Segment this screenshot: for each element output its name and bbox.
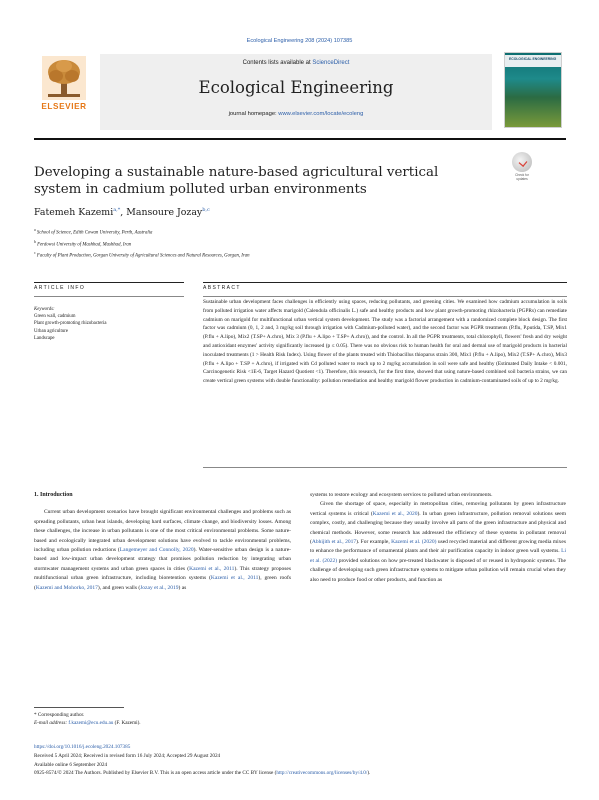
paragraph-text: provided solutions on how pre-treated blackwater is disposed of or reused in hydroponic systems. The challenge of developing such green infrastructure systems to mitigate urban pollution will remain crucial when they also need to produce food or other products, and function as [310, 557, 566, 583]
paragraph [34, 508, 291, 593]
elsevier-logo[interactable] [36, 56, 92, 118]
paragraph-text: used recycled material and different growing media mixes to enhance the performance of ornamental plants and their air purification capacity in indoor green wall systems. [310, 539, 567, 555]
corresponding-author-note: * Corresponding author. [34, 712, 85, 718]
citation-link[interactable]: Jozay et al., 2019 [140, 584, 179, 591]
license-link[interactable]: http://creativecommons.org/licenses/by/4.0/ [276, 770, 368, 777]
paragraph [310, 500, 566, 585]
email-owner: (F. Kazemi). [114, 720, 141, 727]
citation-link[interactable]: Abhijith et al., 2017 [311, 539, 357, 546]
affiliation-text: Ferdowsi University of Mashhad, Mashhad, Iran [37, 242, 132, 248]
cover-title: ECOLOGICAL ENGINEERING [509, 57, 557, 61]
email-link[interactable]: f.kazemi@ecu.edu.au [68, 720, 114, 727]
citation-link[interactable]: Kazemi et al. (2020) [391, 539, 437, 546]
check-for-updates-label: Check for updates [515, 173, 529, 181]
author-name[interactable]: Mansoure Jozay [126, 207, 203, 219]
journal-title: Ecological Engineering [198, 78, 394, 97]
available-online: Available online 6 September 2024 [34, 761, 108, 768]
homepage-prefix: journal homepage: [228, 111, 277, 117]
author-affiliation-marker[interactable]: a,* [113, 207, 121, 213]
keyword: Plant growth-promoting rhizobacteria [34, 321, 107, 327]
journal-citation[interactable]: Ecological Engineering 208 (2024) 107385 [246, 38, 353, 44]
author-list [34, 207, 210, 218]
paragraph: systems to restore ecology and ecosystem services to polluted urban environments. [310, 492, 493, 498]
affiliation-marker: c [34, 251, 36, 256]
paragraph-text: ), green roofs ( [34, 575, 292, 591]
license-end: ). [367, 770, 371, 777]
paragraph-text: ). In urban green infrastructure, pollution removal solutions seem complex, costly, and challenging because they usually involve all parts of the green infrastructure and physical and chemical methods. However, some research has addressed the efficiency of these systems in pollutant removal ( [310, 510, 566, 546]
affiliation-text: School of Science, Edith Cowan University, Perth, Australia [36, 230, 153, 236]
author-separator: , [120, 207, 127, 219]
paragraph-text: Given the shortage of space, especially in metropolitan cities, removing pollutants by green infrastructure vertical systems is critical ( [310, 501, 566, 517]
homepage-line [100, 111, 492, 117]
keywords-panel [34, 306, 184, 342]
footnote-rule [34, 707, 124, 708]
license-line [34, 769, 574, 778]
article-info-rule-bottom [34, 296, 184, 297]
abstract-rule-top [203, 282, 567, 283]
publisher-name: ELSEVIER [41, 102, 87, 111]
received-dates: Received 5 April 2024; Received in revised form 16 July 2024; Accepted 29 August 2024 [34, 752, 221, 759]
body-column-left [34, 491, 291, 593]
article-info-rule-top [34, 282, 184, 283]
contents-line [100, 60, 492, 66]
body-column-right [310, 491, 566, 585]
abstract-text: Sustainable urban development faces challenges in efficiently using spaces, reducing pollutants, and greening cities. We examined how cadmium accumulation in soils from polluted irrigation water affects marigold (Calendula officinalis L.) safe and healthy products and how plant growth-promoting rhizobacteria (PGPRs) can remediate cadmium on marigold for multifunctional urban vertical system development. The study was a factorial arrangement with a randomized complete block design. The first factor was cadmium (0, 1, 2 and, 3 mg/kg soil through irrigation with Cadmium-polluted water), and the second factor was PGPR treatments (P.flu, P.putida, T.SP, Mix1 (P.flu + A.lipo), Mix2 (T.SP+ A.chro), Mix 3 (P.flu + A.lipo + T.SP+ A.chro)), and the control. In all the PGPR treatments, total chlorophyll, flowers' fresh and dry weight and antioxidant enzymes' activity significantly increased (p ≤ 0.05). There was no obvious risk to human health for oral and dermal use of marigold products in bacterial inoculated treatments (1 > Health Risk Index). Using flower of the plants treated with Thiobacillus thioparus strain 300, Mix1 (P.flu + A.lipo), Mix2 (T.SP+ A.chro), Mix3 (P.flu + A.lipo + T.SP + A.chro), if irrigated with Cd polluted water to reach up to 2 mg/kg accumulation in soil were safe and healthy (Estimated Daily Intake < 0.001, Carcinogenetic Risk <1E-6, Target Hazard Quotient <1). Therefore, this research, for the first time, showed that using nature-based combined soil bacteria strains, we can create vertical green systems with double functionality: pollution remediation and healthy marigold flower production in cadmium-contaminated soils of up to 2 mg/kg. [203, 299, 567, 385]
abstract-heading: ABSTRACT [203, 285, 241, 291]
keywords-label: Keywords: [34, 307, 55, 312]
citation-link[interactable]: Kazemi et al., 2020 [372, 510, 418, 517]
check-for-updates-button[interactable] [510, 152, 534, 182]
journal-header [34, 52, 566, 132]
affiliation [34, 249, 554, 261]
footnotes [34, 711, 334, 728]
keyword: Landscape [34, 335, 55, 341]
citation-link[interactable]: Kazemi and Mohorko, 2017 [35, 584, 98, 591]
citation-link[interactable]: Kazemi et al., 2011 [210, 575, 259, 582]
affiliation-text: Faculty of Plant Production, Gorgan University of Agricultural Sciences and Natural Resources, Gorgan, Iran [36, 253, 250, 259]
abstract-rule-bottom [203, 296, 567, 297]
affiliations [34, 226, 554, 261]
check-for-updates-icon [512, 152, 532, 172]
keyword: Urban agriculture [34, 328, 68, 334]
sciencedirect-link[interactable]: ScienceDirect [312, 60, 350, 66]
affiliation [34, 226, 554, 238]
journal-banner [100, 54, 492, 130]
author-name[interactable]: Fatemeh Kazemi [34, 207, 114, 219]
affiliation-marker: a [34, 228, 36, 232]
paragraph-text: ), and green walls ( [97, 584, 141, 591]
abstract-rule-end [203, 467, 567, 468]
email-label: E-mail address: [34, 720, 68, 727]
paragraph-text: ) as [178, 584, 187, 591]
keyword: Green wall, cadmium [34, 314, 76, 320]
elsevier-tree-icon [42, 56, 86, 100]
doi-link[interactable]: https://doi.org/10.1016/j.ecoleng.2024.107385 [34, 744, 131, 750]
homepage-link[interactable]: www.elsevier.com/locate/ecoleng [278, 111, 364, 117]
license-text: 0925-8574/© 2024 The Authors. Published by Elsevier B.V. This is an open access article under the CC BY license ( [34, 770, 277, 777]
contents-prefix: Contents lists available at [242, 60, 311, 66]
header-divider [34, 138, 566, 140]
paragraph-text: ). This strategy proposes multifunctional urban green infrastructure, including bioretention systems ( [34, 565, 291, 582]
citation-link[interactable]: Li et al. (2022) [310, 548, 566, 564]
affiliation [34, 238, 554, 250]
paragraph-text: Current urban development scenarios have brought significant environmental challenges and problems such as spreading pollutants, urban heat islands, developing hard surfaces, climate change, and biodiversity losses. Among these challenges, the increase in urban pollutants is one of the most critical environmental problems. Some nature-based and ecologically integrated urban development solutions have evolved to tackle environmental problems, including urban pollution reductions ( [34, 509, 291, 554]
article-title: Developing a sustainable nature-based agricultural vertical system in cadmium polluted urban environments [34, 165, 439, 197]
paragraph-text: ). Water-sensitive urban design is a nature-based and low-impact urban development strategy that promises pollution reduction by integrating urban stormwater management systems and urban green spaces in cities ( [34, 547, 291, 572]
author-affiliation-marker[interactable]: b,c [202, 207, 210, 213]
citation-link[interactable]: Langemeyer and Connolly, 2020 [119, 547, 194, 554]
paragraph-text: ). For example, [356, 539, 392, 546]
section-heading-introduction: 1. Introduction [34, 492, 73, 498]
citation-link[interactable]: Kazemi et al., 2011 [189, 565, 235, 572]
article-info-heading: ARTICLE INFO [34, 285, 86, 291]
publication-info [34, 743, 574, 778]
journal-cover-image[interactable] [504, 52, 562, 128]
affiliation-marker: b [34, 239, 36, 244]
email-line [34, 719, 334, 727]
